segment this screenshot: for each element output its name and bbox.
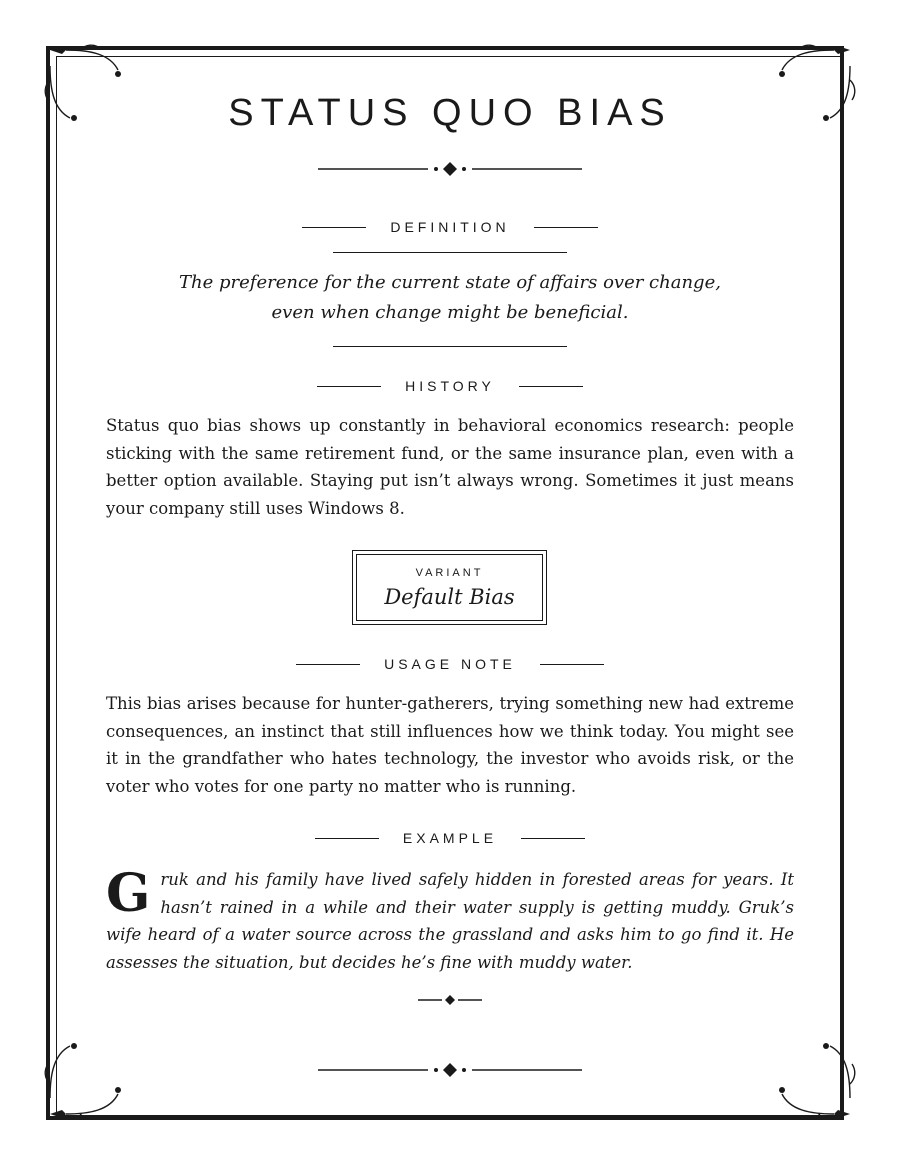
diamond-divider-icon: [316, 1059, 584, 1081]
heading-rule: [302, 227, 366, 228]
diamond-divider-icon: [416, 992, 484, 1008]
heading-rule: [540, 664, 604, 665]
example-paragraph: [106, 863, 794, 976]
flourish-corner-icon: [740, 1004, 860, 1124]
definition-top-rule: [333, 252, 567, 253]
section-label: DEFINITION: [390, 219, 510, 235]
section-label: EXAMPLE: [402, 830, 498, 846]
page-title: STATUS QUO BIAS: [228, 92, 672, 134]
variant-box: [352, 550, 547, 625]
flourish-corner-icon: [40, 1004, 160, 1124]
section-heading-history: [0, 378, 900, 394]
history-text: Status quo bias shows up constantly in behavioral economics research: people sticking with the same retirement fund, or the same insurance plan, even with a better option available. Staying put isn’t always wrong. Sometimes it just means your company still uses Windows 8.: [106, 416, 794, 518]
definition-bottom-rule: [333, 346, 567, 347]
example-text: ruk and his family have lived safely hidden in forested areas for years. It hasn’t rained in a while and their water supply is getting muddy. Gruk’s wife heard of a water source across the grassland and asks him to go find it. He assesses the situation, but decides he’s fine with muddy water.: [106, 870, 794, 972]
section-label: HISTORY: [405, 378, 495, 394]
section-label: USAGE NOTE: [384, 656, 516, 672]
heading-rule: [534, 227, 598, 228]
variant-value: Default Bias: [384, 585, 515, 609]
diamond-divider-icon: [316, 158, 584, 180]
heading-rule: [519, 386, 583, 387]
example-dropcap: G: [106, 863, 151, 924]
heading-rule: [521, 838, 585, 839]
definition-text: The preference for the current state of affairs over change, even when change might be beneficial.: [179, 272, 721, 323]
heading-rule: [317, 386, 381, 387]
usage-note-text: This bias arises because for hunter-gatherers, trying something new had extreme consequences, an instinct that still influences how we think today. You might see it in the grandfather who hates technology, the investor who avoids risk, or the voter who votes for one party no matter who is running.: [106, 694, 794, 796]
heading-rule: [315, 838, 379, 839]
section-heading-definition: [0, 219, 900, 235]
section-heading-usage-note: [0, 656, 900, 672]
variant-label: VARIANT: [415, 567, 484, 579]
section-heading-example: [0, 830, 900, 846]
heading-rule: [296, 664, 360, 665]
